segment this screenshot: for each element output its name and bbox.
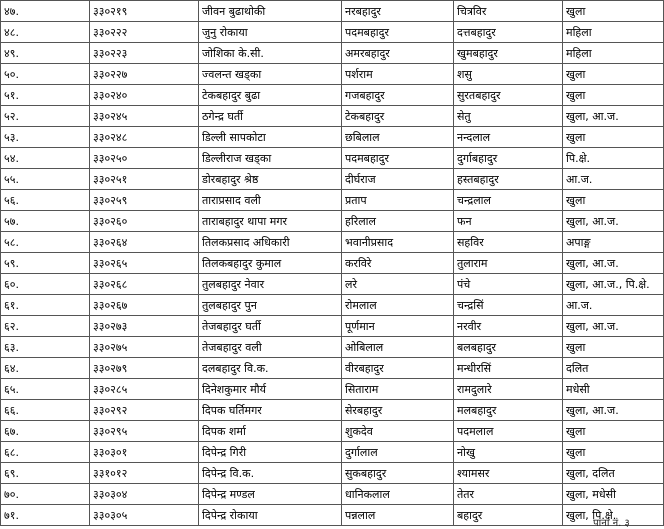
father-name-cell: हरिलाल bbox=[342, 211, 454, 232]
roll-number-cell: ३३०२६८ bbox=[90, 274, 199, 295]
roll-number-cell: ३३०३०५ bbox=[90, 505, 199, 526]
category-cell: खुला, आ.ज., पि.क्षे. bbox=[563, 274, 664, 295]
father-name-cell: दीर्घराज bbox=[342, 169, 454, 190]
grandfather-name-cell: पदमलाल bbox=[454, 421, 563, 442]
table-row bbox=[1, 484, 664, 505]
father-name-cell: सेरबहादुर bbox=[342, 400, 454, 421]
serial-number-cell: ६२. bbox=[1, 316, 90, 337]
category-cell: खुला bbox=[563, 127, 664, 148]
father-name-cell: सिताराम bbox=[342, 379, 454, 400]
candidate-name-cell: टेकबहादुर बुढा bbox=[199, 85, 342, 106]
category-cell: पि.क्षे. bbox=[563, 148, 664, 169]
category-cell: खुला bbox=[563, 442, 664, 463]
grandfather-name-cell: सेतु bbox=[454, 106, 563, 127]
roll-number-cell: ३३०२६४ bbox=[90, 232, 199, 253]
page-number: पाना नं. ३ bbox=[593, 518, 630, 529]
candidate-name-cell: दिपेन्द्र वि.क. bbox=[199, 463, 342, 484]
category-cell: खुला bbox=[563, 1, 664, 22]
serial-number-cell: ६८. bbox=[1, 442, 90, 463]
table-row bbox=[1, 127, 664, 148]
roll-number-cell: ३३०२६७ bbox=[90, 295, 199, 316]
results-table-body bbox=[1, 1, 664, 526]
grandfather-name-cell: पंचे bbox=[454, 274, 563, 295]
serial-number-cell: ५७. bbox=[1, 211, 90, 232]
candidate-name-cell: दिपक शर्मा bbox=[199, 421, 342, 442]
father-name-cell: गजबहादुर bbox=[342, 85, 454, 106]
roll-number-cell: ३३०२२२ bbox=[90, 22, 199, 43]
serial-number-cell: ६९. bbox=[1, 463, 90, 484]
table-row bbox=[1, 358, 664, 379]
father-name-cell: शुकदेव bbox=[342, 421, 454, 442]
category-cell: खुला bbox=[563, 421, 664, 442]
grandfather-name-cell: मन्धीरसिं bbox=[454, 358, 563, 379]
grandfather-name-cell: बलबहादुर bbox=[454, 337, 563, 358]
serial-number-cell: ६४. bbox=[1, 358, 90, 379]
candidate-name-cell: ताराप्रसाद वली bbox=[199, 190, 342, 211]
category-cell: खुला, दलित bbox=[563, 463, 664, 484]
candidate-name-cell: तेजबहादुर वली bbox=[199, 337, 342, 358]
father-name-cell: नरबहादुर bbox=[342, 1, 454, 22]
table-row bbox=[1, 211, 664, 232]
serial-number-cell: ४८. bbox=[1, 22, 90, 43]
serial-number-cell: ६३. bbox=[1, 337, 90, 358]
table-row bbox=[1, 106, 664, 127]
table-row bbox=[1, 505, 664, 526]
category-cell: खुला, आ.ज. bbox=[563, 211, 664, 232]
candidate-name-cell: जुनु रोकाया bbox=[199, 22, 342, 43]
roll-number-cell: ३३०२१९ bbox=[90, 1, 199, 22]
candidate-name-cell: डिल्ली सापकोटा bbox=[199, 127, 342, 148]
category-cell: खुला bbox=[563, 85, 664, 106]
roll-number-cell: ३३०२५९ bbox=[90, 190, 199, 211]
roll-number-cell: ३३०२८५ bbox=[90, 379, 199, 400]
serial-number-cell: ६०. bbox=[1, 274, 90, 295]
candidate-name-cell: दिपेन्द्र मण्डल bbox=[199, 484, 342, 505]
serial-number-cell: ६७. bbox=[1, 421, 90, 442]
candidate-name-cell: जीवन बुढाथोकी bbox=[199, 1, 342, 22]
candidate-name-cell: तिलकप्रसाद अधिकारी bbox=[199, 232, 342, 253]
table-row bbox=[1, 337, 664, 358]
table-row bbox=[1, 316, 664, 337]
father-name-cell: करविरे bbox=[342, 253, 454, 274]
category-cell: अपाङ्ग bbox=[563, 232, 664, 253]
roll-number-cell: ३३०३०१ bbox=[90, 442, 199, 463]
father-name-cell: पूर्णमान bbox=[342, 316, 454, 337]
category-cell: खुला, आ.ज. bbox=[563, 400, 664, 421]
roll-number-cell: ३३०३०४ bbox=[90, 484, 199, 505]
grandfather-name-cell: तेतर bbox=[454, 484, 563, 505]
roll-number-cell: ३३०२७५ bbox=[90, 337, 199, 358]
serial-number-cell: ६५. bbox=[1, 379, 90, 400]
grandfather-name-cell: तुलाराम bbox=[454, 253, 563, 274]
grandfather-name-cell: सुरतबहादुर bbox=[454, 85, 563, 106]
father-name-cell: रोमलाल bbox=[342, 295, 454, 316]
serial-number-cell: ७०. bbox=[1, 484, 90, 505]
serial-number-cell: ५२. bbox=[1, 106, 90, 127]
father-name-cell: दुर्गालाल bbox=[342, 442, 454, 463]
grandfather-name-cell: श्यामसर bbox=[454, 463, 563, 484]
serial-number-cell: ६६. bbox=[1, 400, 90, 421]
father-name-cell: टेकबहादुर bbox=[342, 106, 454, 127]
table-row bbox=[1, 64, 664, 85]
candidate-name-cell: दिपेन्द्र गिरी bbox=[199, 442, 342, 463]
table-row bbox=[1, 1, 664, 22]
serial-number-cell: ५१. bbox=[1, 85, 90, 106]
category-cell: खुला bbox=[563, 337, 664, 358]
grandfather-name-cell: दुर्गाबहादुर bbox=[454, 148, 563, 169]
father-name-cell: पन्नलाल bbox=[342, 505, 454, 526]
table-row bbox=[1, 295, 664, 316]
category-cell: आ.ज. bbox=[563, 295, 664, 316]
category-cell: दलित bbox=[563, 358, 664, 379]
roll-number-cell: ३३०२७९ bbox=[90, 358, 199, 379]
candidate-name-cell: डोरबहादुर श्रेष्ठ bbox=[199, 169, 342, 190]
candidate-name-cell: तेजबहादुर घर्ती bbox=[199, 316, 342, 337]
serial-number-cell: ६१. bbox=[1, 295, 90, 316]
roll-number-cell: ३३०२६० bbox=[90, 211, 199, 232]
category-cell: खुला, आ.ज. bbox=[563, 253, 664, 274]
serial-number-cell: ४७. bbox=[1, 1, 90, 22]
candidate-name-cell: ज्वलन्त खड्का bbox=[199, 64, 342, 85]
roll-number-cell: ३३०२९५ bbox=[90, 421, 199, 442]
father-name-cell: छबिलाल bbox=[342, 127, 454, 148]
grandfather-name-cell: बहादुर bbox=[454, 505, 563, 526]
grandfather-name-cell: शसु bbox=[454, 64, 563, 85]
father-name-cell: प्रताप bbox=[342, 190, 454, 211]
grandfather-name-cell: चन्द्रसिं bbox=[454, 295, 563, 316]
father-name-cell: लरे bbox=[342, 274, 454, 295]
serial-number-cell: ५९. bbox=[1, 253, 90, 274]
roll-number-cell: ३३१०१२ bbox=[90, 463, 199, 484]
category-cell: खुला, पि.क्षे. bbox=[563, 505, 664, 526]
category-cell: खुला, मधेसी bbox=[563, 484, 664, 505]
table-row bbox=[1, 421, 664, 442]
roll-number-cell: ३३०२४८ bbox=[90, 127, 199, 148]
grandfather-name-cell: हस्तबहादुर bbox=[454, 169, 563, 190]
serial-number-cell: ४९. bbox=[1, 43, 90, 64]
grandfather-name-cell: मलबहादुर bbox=[454, 400, 563, 421]
candidate-name-cell: दलबहादुर वि.क. bbox=[199, 358, 342, 379]
grandfather-name-cell: नोखु bbox=[454, 442, 563, 463]
serial-number-cell: ५०. bbox=[1, 64, 90, 85]
grandfather-name-cell: नरवीर bbox=[454, 316, 563, 337]
father-name-cell: सुकबहादुर bbox=[342, 463, 454, 484]
category-cell: महिला bbox=[563, 43, 664, 64]
serial-number-cell: ७१. bbox=[1, 505, 90, 526]
father-name-cell: अमरबहादुर bbox=[342, 43, 454, 64]
father-name-cell: ओबिलाल bbox=[342, 337, 454, 358]
roll-number-cell: ३३०२२३ bbox=[90, 43, 199, 64]
grandfather-name-cell: सहविर bbox=[454, 232, 563, 253]
category-cell: मधेसी bbox=[563, 379, 664, 400]
category-cell: खुला bbox=[563, 190, 664, 211]
table-row bbox=[1, 169, 664, 190]
table-row bbox=[1, 85, 664, 106]
grandfather-name-cell: नन्दलाल bbox=[454, 127, 563, 148]
serial-number-cell: ५५. bbox=[1, 169, 90, 190]
serial-number-cell: ५३. bbox=[1, 127, 90, 148]
category-cell: खुला, आ.ज. bbox=[563, 106, 664, 127]
roll-number-cell: ३३०२२७ bbox=[90, 64, 199, 85]
table-row bbox=[1, 148, 664, 169]
table-row bbox=[1, 442, 664, 463]
category-cell: आ.ज. bbox=[563, 169, 664, 190]
grandfather-name-cell: खुमबहादुर bbox=[454, 43, 563, 64]
father-name-cell: धानिकलाल bbox=[342, 484, 454, 505]
table-row bbox=[1, 274, 664, 295]
candidate-name-cell: दिनेशकुमार मौर्य bbox=[199, 379, 342, 400]
father-name-cell: पदमबहादुर bbox=[342, 22, 454, 43]
candidate-name-cell: तुलबहादुर पुन bbox=[199, 295, 342, 316]
roll-number-cell: ३३०२४० bbox=[90, 85, 199, 106]
candidate-name-cell: ठगेन्द्र घर्ती bbox=[199, 106, 342, 127]
candidate-name-cell: दिपेन्द्र रोकाया bbox=[199, 505, 342, 526]
serial-number-cell: ५८. bbox=[1, 232, 90, 253]
grandfather-name-cell: फन bbox=[454, 211, 563, 232]
table-row bbox=[1, 400, 664, 421]
table-row bbox=[1, 253, 664, 274]
table-row bbox=[1, 232, 664, 253]
grandfather-name-cell: चन्द्रलाल bbox=[454, 190, 563, 211]
father-name-cell: पदमबहादुर bbox=[342, 148, 454, 169]
roll-number-cell: ३३०२९२ bbox=[90, 400, 199, 421]
roll-number-cell: ३३०२७३ bbox=[90, 316, 199, 337]
candidate-name-cell: जोशिका के.सी. bbox=[199, 43, 342, 64]
roll-number-cell: ३३०२५० bbox=[90, 148, 199, 169]
grandfather-name-cell: चित्रविर bbox=[454, 1, 563, 22]
father-name-cell: वीरबहादुर bbox=[342, 358, 454, 379]
father-name-cell: पर्शराम bbox=[342, 64, 454, 85]
candidate-name-cell: ताराबहादुर थापा मगर bbox=[199, 211, 342, 232]
table-row bbox=[1, 22, 664, 43]
category-cell: खुला bbox=[563, 64, 664, 85]
grandfather-name-cell: रामदुलारे bbox=[454, 379, 563, 400]
serial-number-cell: ५६. bbox=[1, 190, 90, 211]
roll-number-cell: ३३०२५१ bbox=[90, 169, 199, 190]
table-row bbox=[1, 379, 664, 400]
category-cell: महिला bbox=[563, 22, 664, 43]
category-cell: खुला, आ.ज. bbox=[563, 316, 664, 337]
grandfather-name-cell: दत्तबहादुर bbox=[454, 22, 563, 43]
table-row bbox=[1, 463, 664, 484]
father-name-cell: भवानीप्रसाद bbox=[342, 232, 454, 253]
candidate-name-cell: डिल्लीराज खड्का bbox=[199, 148, 342, 169]
table-row bbox=[1, 43, 664, 64]
candidate-name-cell: तिलकबहादुर कुमाल bbox=[199, 253, 342, 274]
roll-number-cell: ३३०२६५ bbox=[90, 253, 199, 274]
serial-number-cell: ५४. bbox=[1, 148, 90, 169]
roll-number-cell: ३३०२४५ bbox=[90, 106, 199, 127]
table-row bbox=[1, 190, 664, 211]
candidate-name-cell: दिपक घर्तिमगर bbox=[199, 400, 342, 421]
candidate-name-cell: तुलबहादुर नेवार bbox=[199, 274, 342, 295]
